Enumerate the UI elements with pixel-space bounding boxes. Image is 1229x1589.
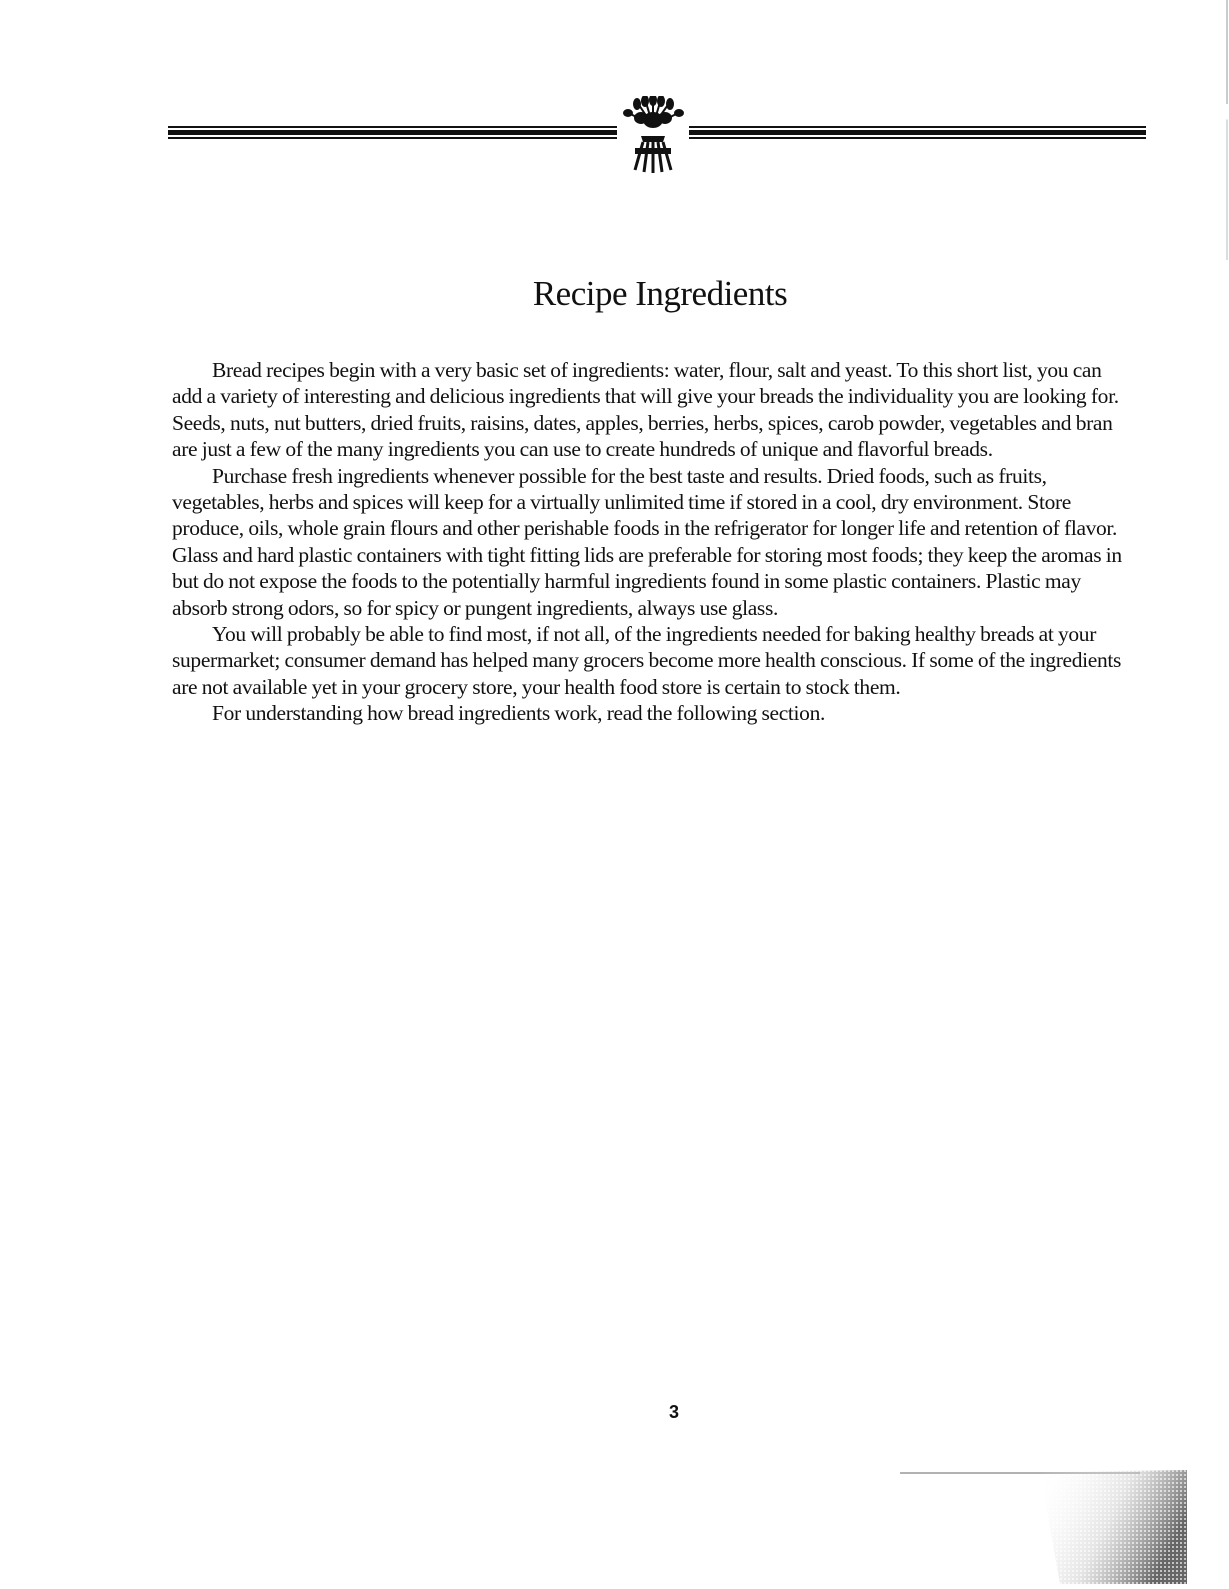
scan-edge-artifact: [1226, 0, 1228, 260]
page-title: Recipe Ingredients: [532, 274, 788, 313]
wheat-sheaf-icon: [617, 96, 689, 176]
paragraph-fresh-ingredients: Purchase fresh ingredients whenever possible for the best taste and results. Dried foods, such as fruits, vegetables, herbs and spices will keep for a virtually unlimited time if stored in a cool, dry environment. Store produce, oils, whole grain flours and other perishable foods in the refrigerator for longer life and retention of flavor. Glass and hard plastic containers with tight fitting lids are preferable for storing most foods; they keep the aromas in but do not expose the foods to the potentially harmful ingredients found in some plastic containers. Plastic may absorb strong odors, so for spicy or pungent ingredients, always use glass.: [172, 463, 1122, 620]
page-number: 3: [668, 1402, 679, 1422]
paragraph-following-section: For understanding how bread ingredients work, read the following section.: [212, 701, 826, 726]
scan-corner-artifact: [900, 1470, 1187, 1584]
body-text: [172, 357, 1127, 727]
paragraph-basic-ingredients: Bread recipes begin with a very basic set of ingredients: water, flour, salt and yeast. To this short list, you can add a variety of interesting and delicious ingredients that will give your breads the individuality you are looking for. Seeds, nuts, nut butters, dried fruits, raisins, dates, apples, berries, herbs, spices, carob powder, vegetables and bran are just a few of the many ingredients you can use to create hundreds of unique and flavorful breads.: [172, 358, 1119, 462]
paragraph-where-to-find: You will probably be able to find most, if not all, of the ingredients needed for baking healthy breads at your supermarket; consumer demand has helped many grocers become more health conscious. If some of the ingredients are not available yet in your grocery store, your health food store is certain to stock them.: [172, 622, 1121, 699]
